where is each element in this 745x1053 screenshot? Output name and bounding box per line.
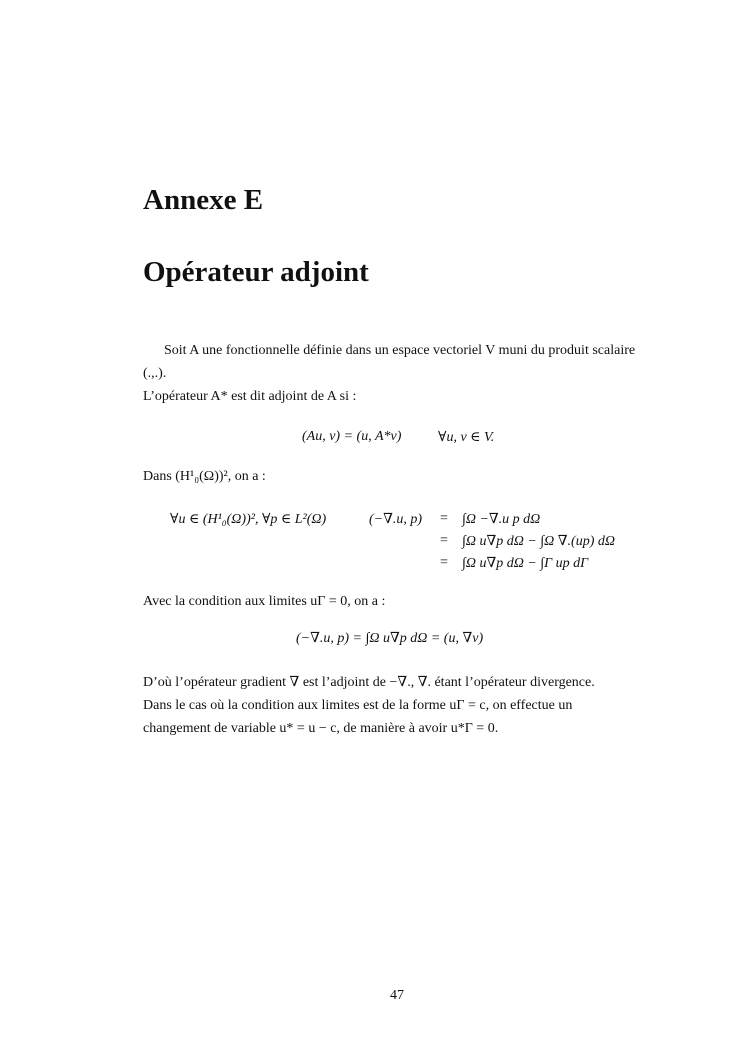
conclusion-line: changement de variable u* = u − c, de manière à avoir u*Γ = 0. (143, 721, 499, 736)
align-rhs: ∫Ω −∇.u p dΩ (462, 512, 541, 527)
equation-adjoint-lhs: (Au, v) = (u, A*v) (302, 429, 402, 444)
annex-title: Annexe E (143, 184, 264, 216)
conclusion-line: Dans le cas où la condition aux limites est de la forme uΓ = c, on effectue un (143, 698, 573, 713)
avec-text: Avec la condition aux limites uΓ = 0, on a : (143, 594, 386, 609)
paragraph-line: Soit A une fonctionnelle définie dans un espace vectoriel V muni du produit scalaire (164, 343, 636, 358)
align-rhs: ∫Ω u∇p dΩ − ∫Ω ∇.(up) dΩ (462, 534, 615, 549)
page-number: 47 (390, 988, 404, 1003)
align-rhs: ∫Ω u∇p dΩ − ∫Γ up dΓ (462, 556, 589, 571)
align-rel: = (440, 533, 448, 548)
paragraph-line: L’opérateur A* est dit adjoint de A si : (143, 389, 357, 404)
align-rel: = (440, 555, 448, 570)
align-quantifier: ∀u ∈ (H¹₀(Ω))², ∀p ∈ L²(Ω) (170, 512, 327, 527)
equation-final: (−∇.u, p) = ∫Ω u∇p dΩ = (u, ∇v) (296, 631, 484, 646)
conclusion-line: D’où l’opérateur gradient ∇ est l’adjoint de −∇., ∇. étant l’opérateur divergence. (143, 675, 595, 690)
dans-text: Dans (H¹₀(Ω))², on a : (143, 469, 266, 484)
align-rel: = (440, 511, 448, 526)
chapter-title: Opérateur adjoint (143, 256, 369, 288)
paragraph-line: (.,.). (143, 366, 167, 381)
align-lhs: (−∇.u, p) (369, 512, 423, 527)
equation-adjoint-condition: ∀u, v ∈ V. (438, 430, 495, 445)
